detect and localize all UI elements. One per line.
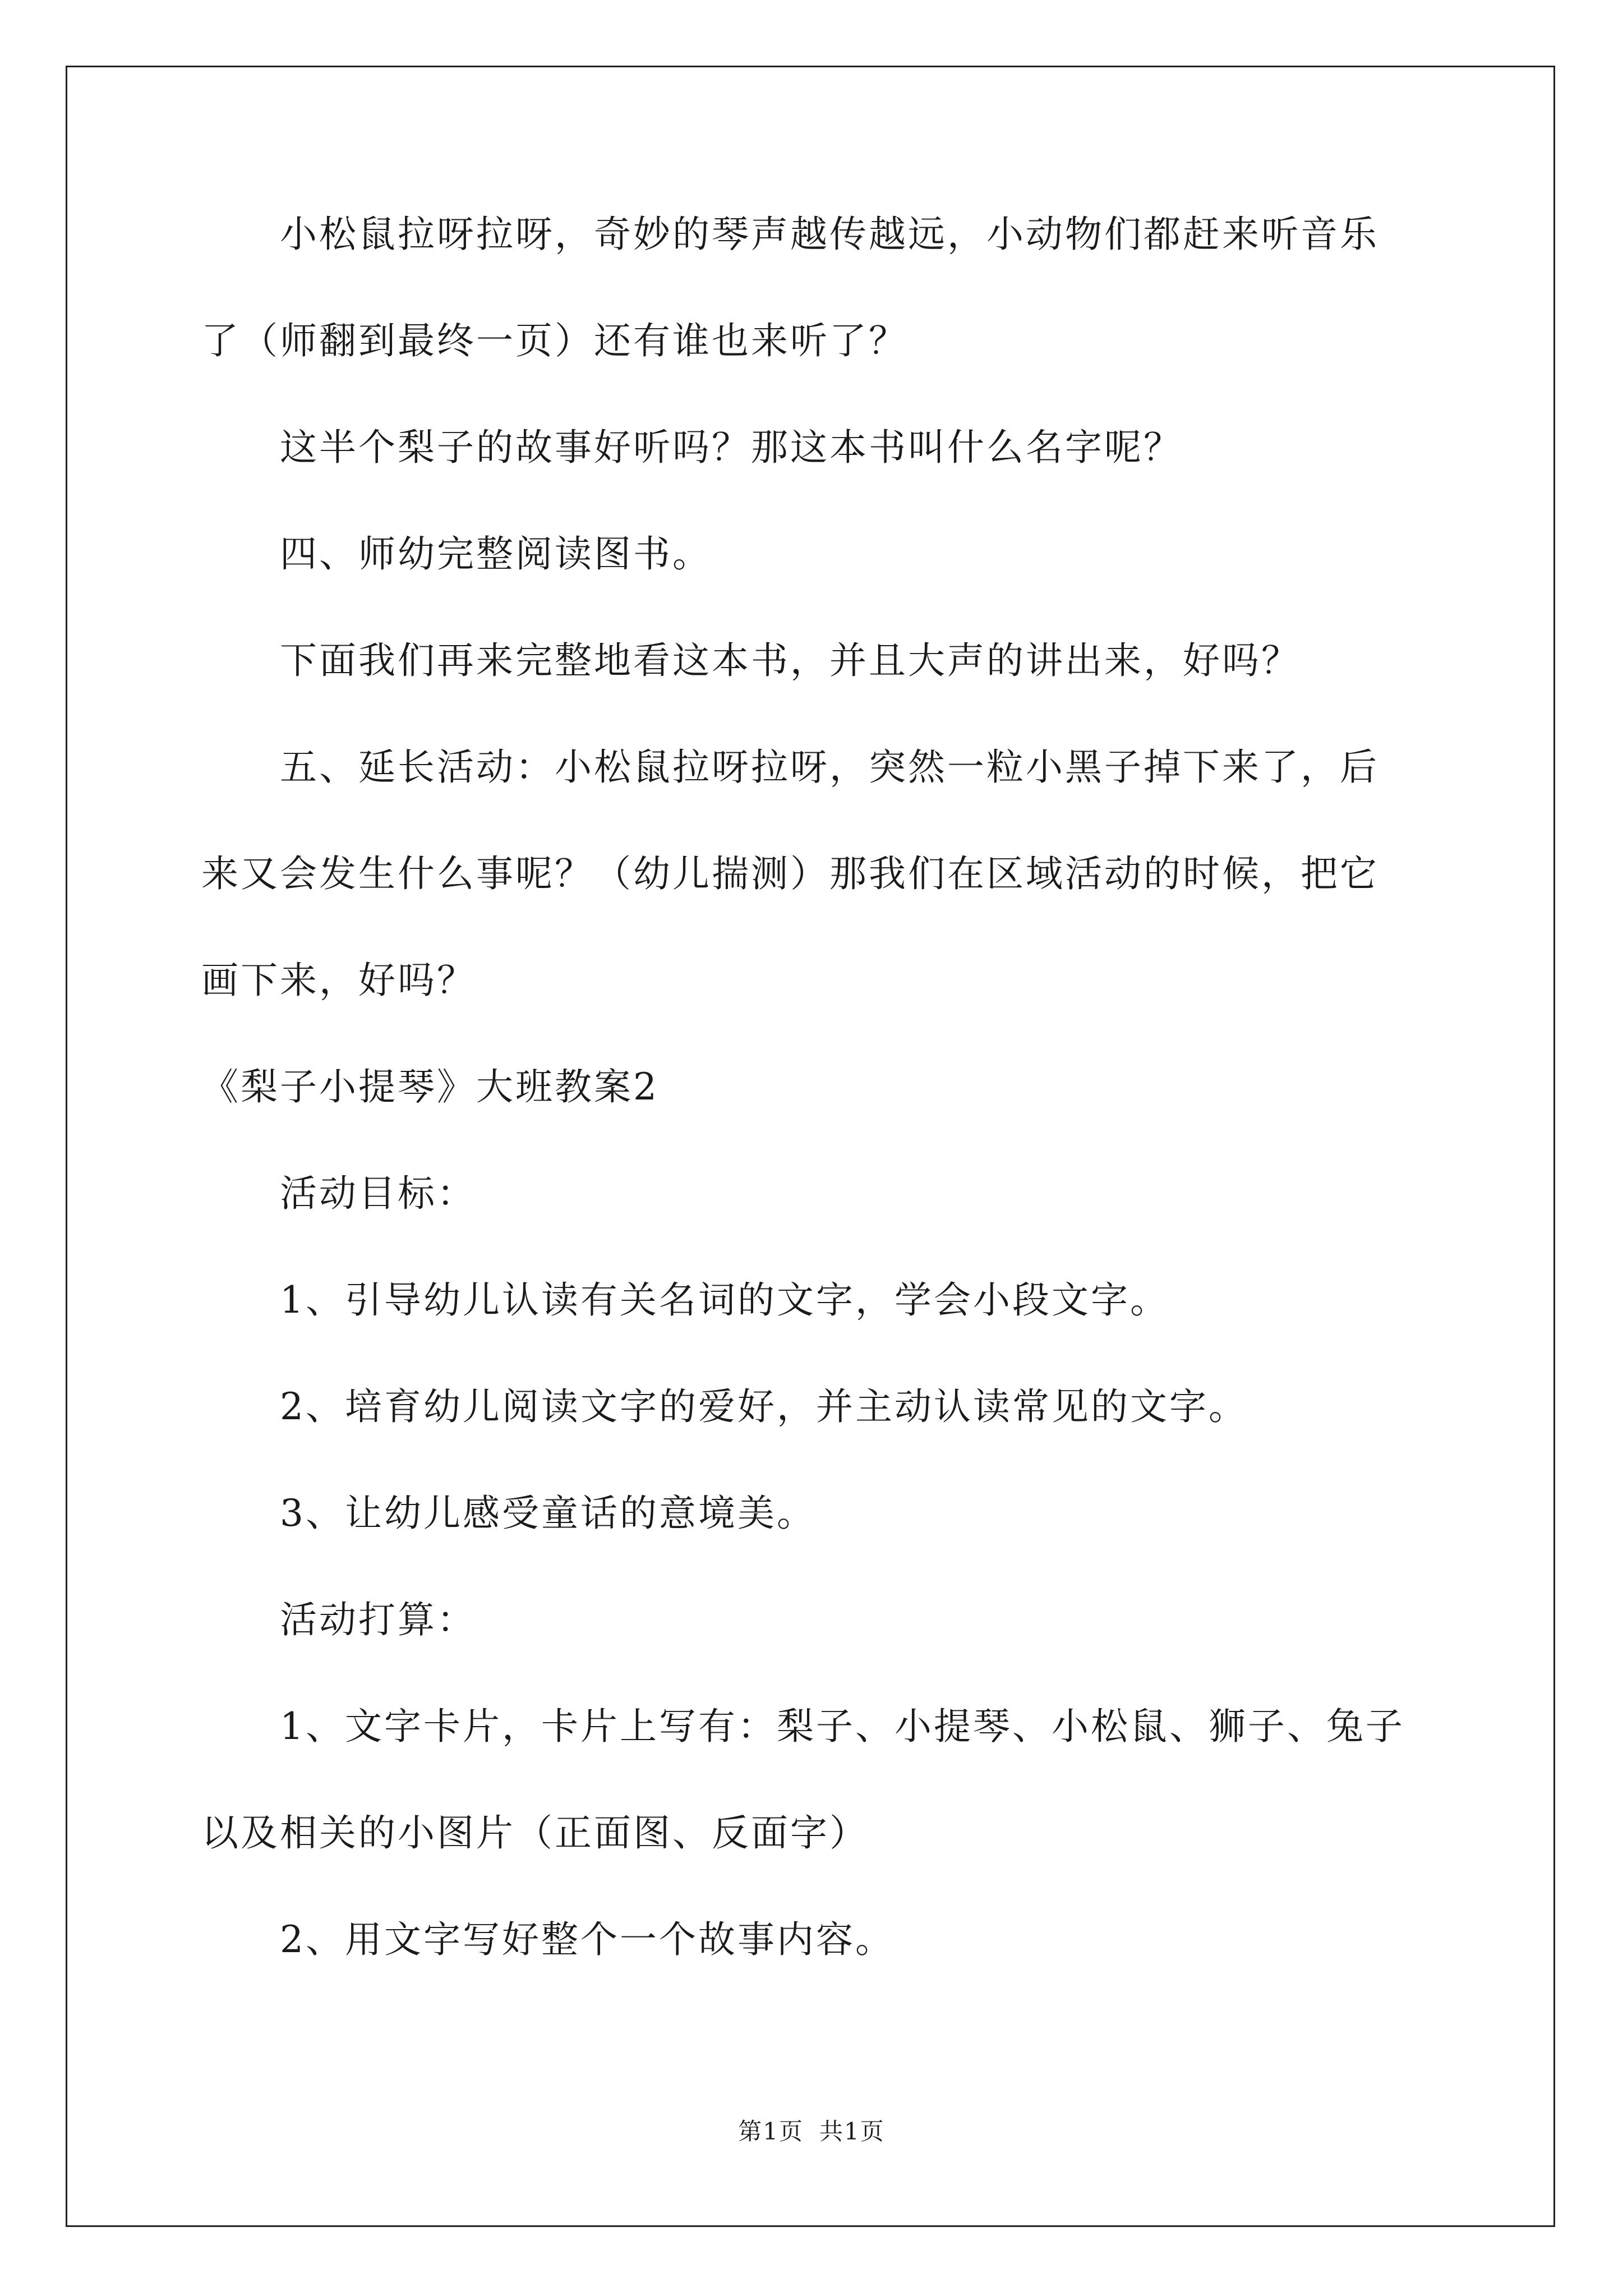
- paragraph-line: 下面我们再来完整地看这本书，并且大声的讲出来，好吗？: [280, 639, 1301, 682]
- paragraph-line: 画下来，好吗？: [201, 959, 476, 1002]
- list-item: 1、引导幼儿认读有关名词的文字，学会小段文字。: [280, 1278, 1169, 1322]
- section-heading: 四、师幼完整阅读图书。: [280, 532, 712, 576]
- paragraph-line: 这半个梨子的故事好听吗？那这本书叫什么名字呢？: [280, 426, 1183, 469]
- section-heading: 五、延长活动：小松鼠拉呀拉呀，突然一粒小黑子掉下来了，后: [280, 746, 1379, 789]
- paragraph-line: 小松鼠拉呀拉呀，奇妙的琴声越传越远，小动物们都赶来听音乐: [280, 213, 1379, 256]
- list-item-continuation: 以及相关的小图片（正面图、反面字）: [201, 1811, 869, 1855]
- section-heading: 活动目标：: [280, 1172, 476, 1215]
- page-count: 共1页: [819, 2118, 885, 2145]
- paragraph-line: 来又会发生什么事呢？（幼儿揣测）那我们在区域活动的时候，把它: [201, 852, 1379, 895]
- list-item: 2、培育幼儿阅读文字的爱好，并主动认读常见的文字。: [280, 1385, 1248, 1428]
- document-title: 《梨子小提琴》大班教案2: [201, 1065, 659, 1108]
- section-heading: 活动打算：: [280, 1598, 476, 1641]
- list-item: 1、文字卡片，卡片上写有：梨子、小提琴、小松鼠、狮子、兔子: [280, 1705, 1405, 1748]
- document-body: [201, 208, 1435, 2019]
- page-number: 第1页: [738, 2118, 804, 2145]
- list-item: 2、用文字写好整个一个故事内容。: [280, 1918, 895, 1961]
- page-footer: [0, 2115, 1623, 2148]
- paragraph-line: 了（师翻到最终一页）还有谁也来听了？: [201, 319, 908, 362]
- list-item: 3、让幼儿感受童话的意境美。: [280, 1492, 816, 1535]
